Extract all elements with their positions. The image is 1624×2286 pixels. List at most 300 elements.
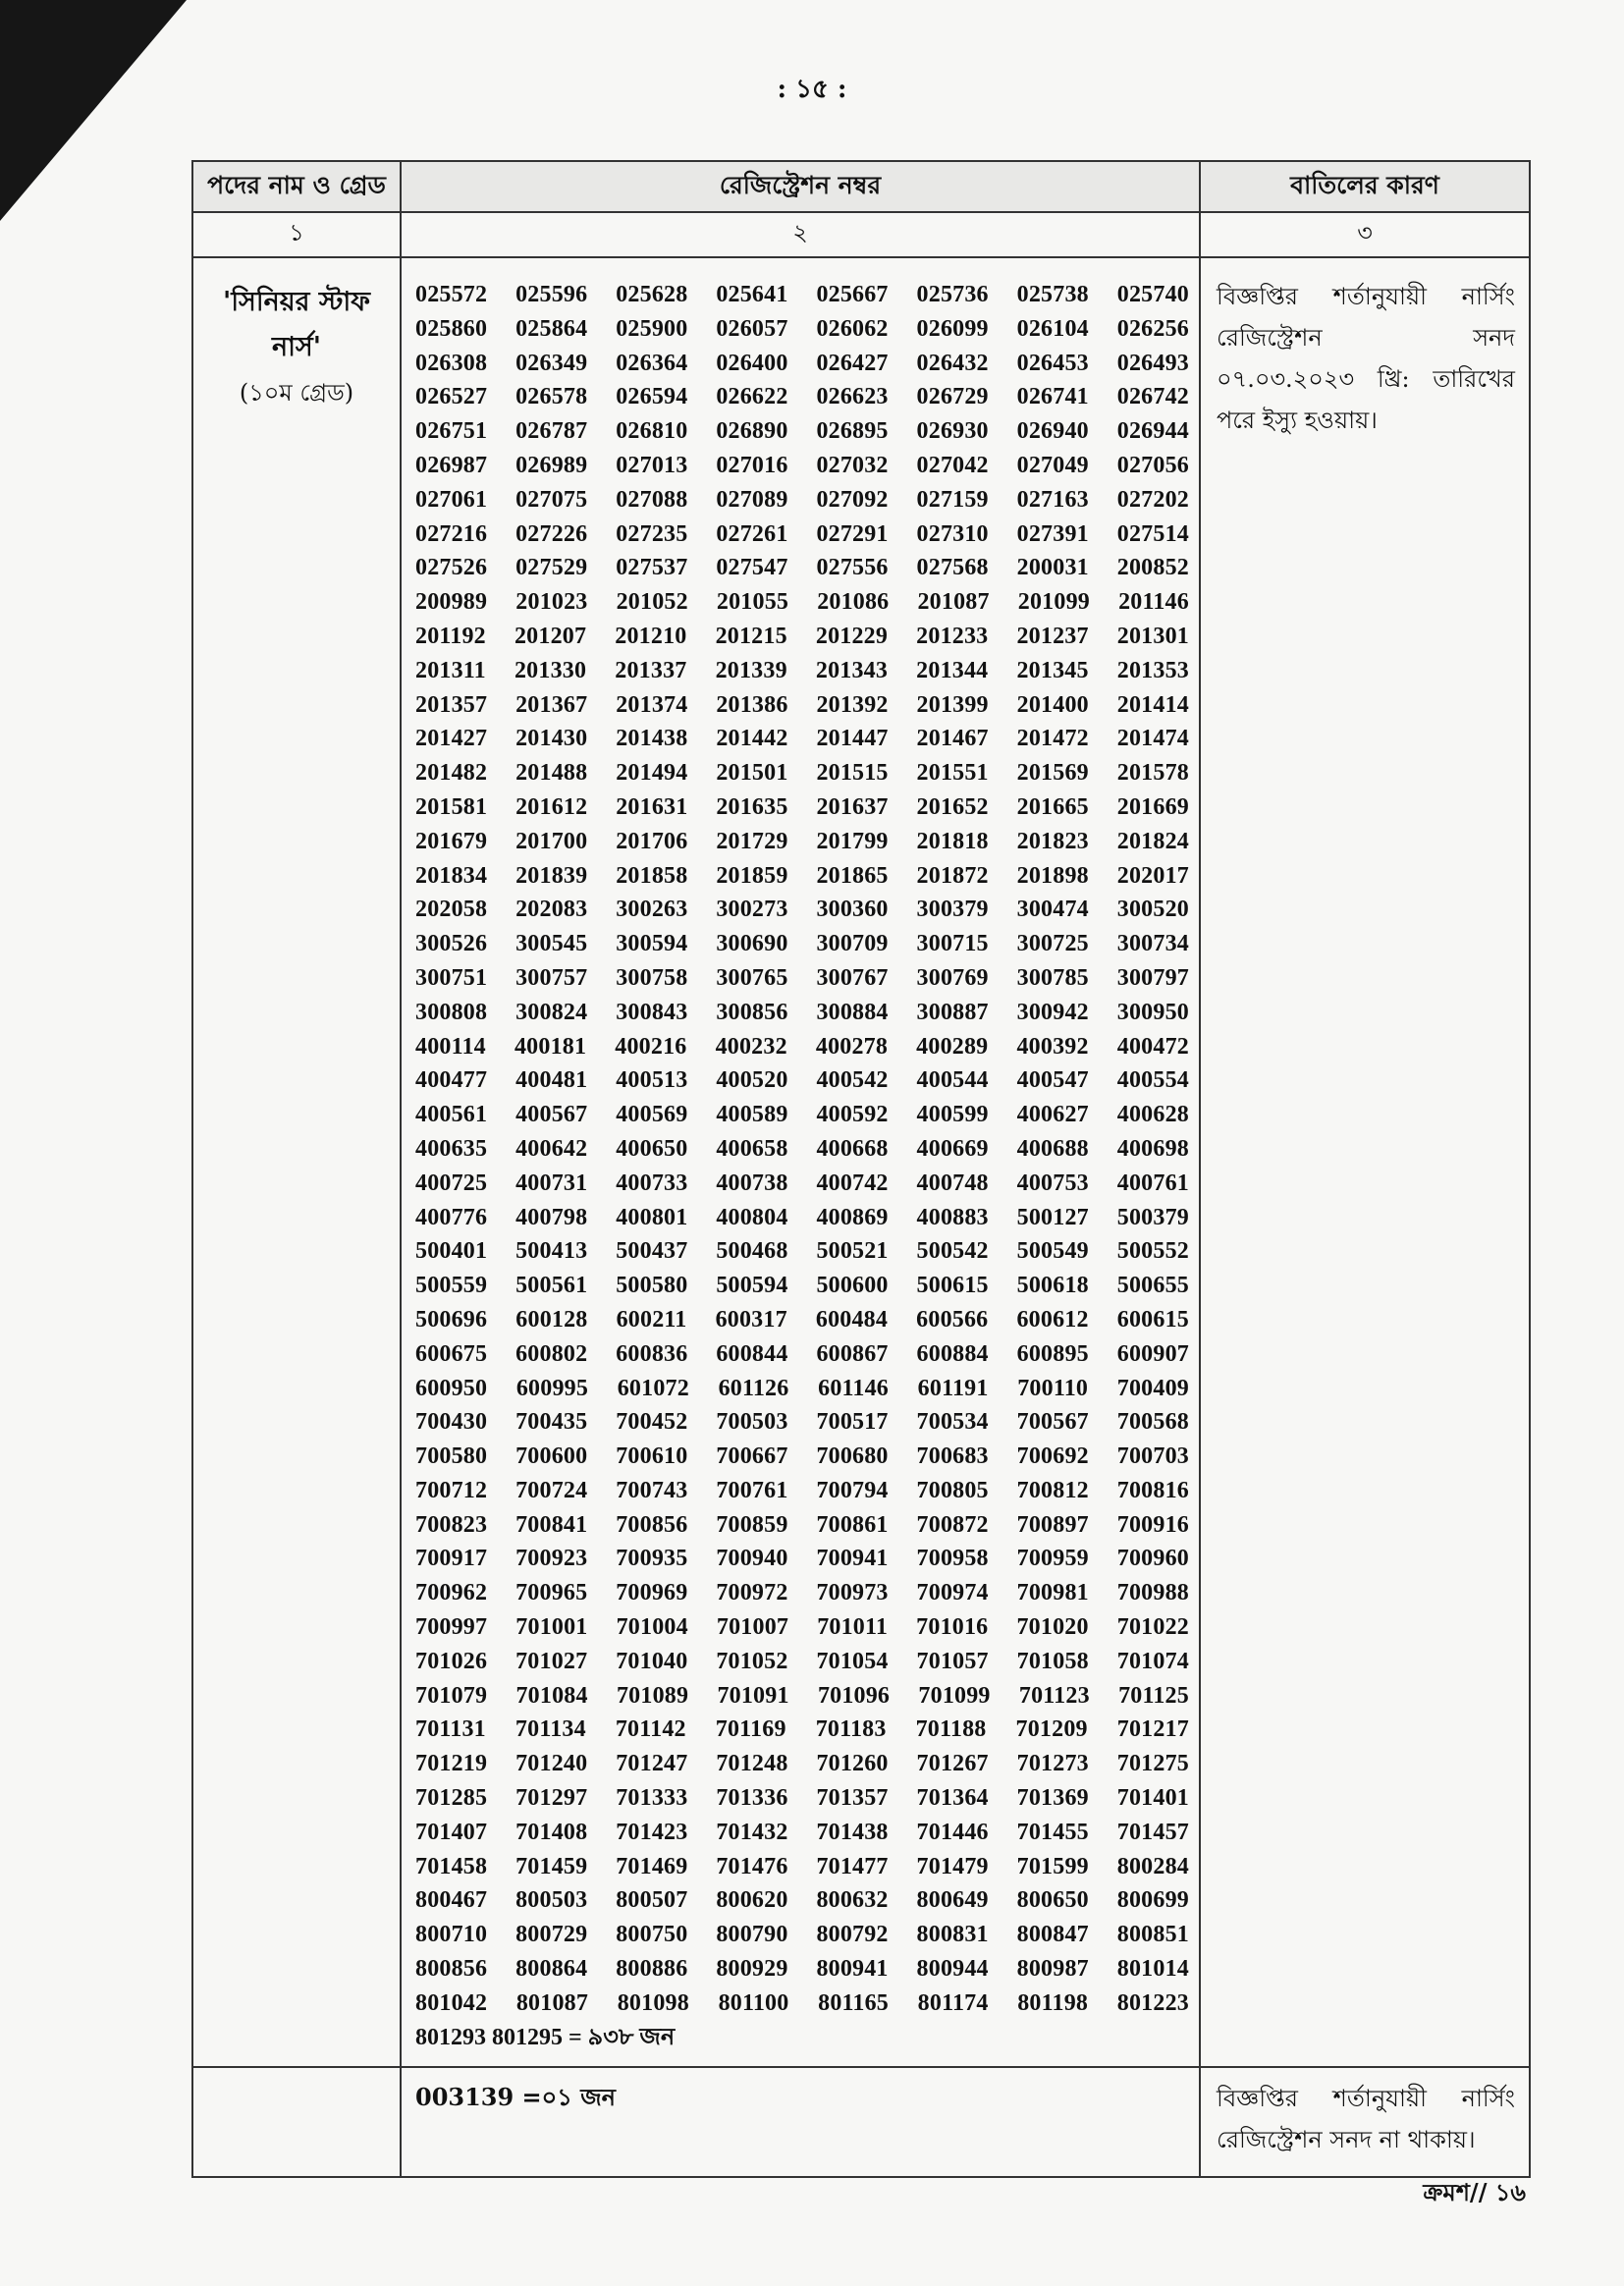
registration-number: 400589 bbox=[716, 1102, 788, 1128]
registration-row bbox=[415, 1234, 1189, 1269]
registration-number: 701357 bbox=[816, 1785, 889, 1812]
registration-number: 201467 bbox=[916, 726, 989, 752]
registration-number: 701423 bbox=[616, 1819, 688, 1845]
registration-number: 800851 bbox=[1116, 1922, 1189, 1948]
registration-number: 800929 bbox=[716, 1956, 788, 1983]
registration-row bbox=[415, 1269, 1189, 1303]
registration-number: 701058 bbox=[1016, 1648, 1089, 1674]
registration-number: 801165 bbox=[818, 1989, 890, 2016]
registration-number: 201612 bbox=[515, 793, 588, 820]
registration-number: 201146 bbox=[1118, 589, 1189, 616]
registration-number: 300808 bbox=[415, 999, 488, 1025]
registration-number: 701432 bbox=[716, 1819, 788, 1845]
registration-number: 400753 bbox=[1016, 1170, 1089, 1196]
column-index-1: ১ bbox=[192, 212, 401, 257]
registration-number: 027016 bbox=[716, 452, 788, 478]
registration-number: 300734 bbox=[1116, 931, 1189, 957]
registration-number: 201386 bbox=[716, 691, 788, 718]
registration-number: 300379 bbox=[916, 897, 989, 923]
registration-row bbox=[415, 1167, 1189, 1201]
registration-number: 300942 bbox=[1016, 999, 1089, 1025]
registration-number: 701016 bbox=[916, 1614, 989, 1641]
registration-number: 201233 bbox=[916, 623, 989, 649]
registration-number: 201488 bbox=[515, 760, 588, 787]
registration-number: 700959 bbox=[1016, 1546, 1089, 1572]
registration-number: 701247 bbox=[616, 1751, 688, 1777]
registration-row bbox=[415, 1542, 1189, 1576]
registration-number: 202058 bbox=[415, 897, 488, 923]
registration-number: 701142 bbox=[615, 1716, 686, 1743]
registration-number: 701285 bbox=[415, 1785, 488, 1812]
registration-number: 400738 bbox=[716, 1170, 788, 1196]
registration-number: 400114 bbox=[415, 1033, 486, 1060]
registration-number: 701333 bbox=[616, 1785, 688, 1812]
registration-number: 201578 bbox=[1116, 760, 1189, 787]
registration-number: 025738 bbox=[1016, 282, 1089, 307]
registration-number: 700110 bbox=[1017, 1375, 1089, 1401]
registration-number: 026427 bbox=[816, 350, 889, 376]
registration-row bbox=[415, 1952, 1189, 1987]
registration-number: 601072 bbox=[617, 1375, 689, 1401]
registration-number: 400513 bbox=[616, 1067, 688, 1094]
registration-number: 701446 bbox=[916, 1819, 989, 1845]
registration-number: 701369 bbox=[1016, 1785, 1089, 1812]
registration-number: 700972 bbox=[716, 1580, 788, 1606]
registration-number: 201055 bbox=[716, 589, 789, 616]
registration-number: 701458 bbox=[415, 1853, 488, 1879]
registration-number: 700703 bbox=[1116, 1443, 1189, 1470]
registration-number: 201474 bbox=[1116, 726, 1189, 752]
registration-number: 600675 bbox=[415, 1340, 488, 1367]
registration-number: 701364 bbox=[916, 1785, 989, 1812]
registration-number: 201087 bbox=[917, 589, 990, 616]
registration-number: 201099 bbox=[1017, 589, 1090, 616]
registration-number: 800941 bbox=[816, 1956, 889, 1983]
table-index-row bbox=[192, 212, 1530, 257]
registration-number: 400181 bbox=[514, 1033, 587, 1060]
registration-number: 201494 bbox=[616, 760, 688, 787]
registration-number: 400592 bbox=[816, 1102, 889, 1128]
registration-total: 801293 801295 = ৯৩৮ জন bbox=[415, 2024, 676, 2050]
registration-numbers-cell bbox=[401, 257, 1200, 2067]
registration-number: 700667 bbox=[716, 1443, 788, 1470]
registration-row bbox=[415, 790, 1189, 825]
registration-number: 601191 bbox=[917, 1375, 989, 1401]
registration-number: 027202 bbox=[1116, 486, 1189, 513]
registration-number: 600867 bbox=[816, 1340, 889, 1367]
registration-row bbox=[415, 1645, 1189, 1679]
registration-number: 700712 bbox=[415, 1477, 488, 1503]
registration-number: 400658 bbox=[716, 1135, 788, 1162]
registration-number: 700534 bbox=[916, 1409, 989, 1436]
registration-number: 300273 bbox=[716, 897, 788, 923]
registration-number: 400801 bbox=[616, 1204, 688, 1230]
registration-number: 026729 bbox=[916, 384, 989, 410]
registration-number: 701209 bbox=[1015, 1716, 1088, 1743]
registration-row bbox=[415, 722, 1189, 756]
registration-number: 801174 bbox=[917, 1989, 989, 2016]
registration-number: 026742 bbox=[1116, 384, 1189, 410]
registration-number: 701599 bbox=[1016, 1853, 1089, 1879]
registration-number: 800856 bbox=[415, 1956, 488, 1983]
registration-number: 300950 bbox=[1116, 999, 1189, 1025]
registration-number: 400869 bbox=[816, 1204, 889, 1230]
registration-row bbox=[415, 278, 1189, 312]
registration-number: 300725 bbox=[1016, 931, 1089, 957]
registration-number: 201482 bbox=[415, 760, 488, 787]
registration-number: 701408 bbox=[515, 1819, 588, 1845]
registration-number: 201430 bbox=[515, 726, 588, 752]
registration-row bbox=[415, 1679, 1189, 1714]
registration-number: 025572 bbox=[415, 282, 488, 307]
registration-number: 701125 bbox=[1118, 1682, 1189, 1709]
registration-number: 800792 bbox=[816, 1922, 889, 1948]
registration-number: 027556 bbox=[816, 555, 889, 581]
registration-number: 500618 bbox=[1016, 1273, 1089, 1299]
registration-number: 026104 bbox=[1016, 315, 1089, 342]
registration-number: 400547 bbox=[1016, 1067, 1089, 1094]
registration-number: 201472 bbox=[1016, 726, 1089, 752]
registration-number: 027291 bbox=[816, 520, 889, 547]
page-number: : ১৫ : bbox=[777, 75, 847, 104]
registration-number: 500401 bbox=[415, 1238, 488, 1265]
registration-number: 400289 bbox=[916, 1033, 989, 1060]
registration-row bbox=[415, 312, 1189, 347]
registration-number: 027013 bbox=[616, 452, 688, 478]
registration-number: 027514 bbox=[1116, 520, 1189, 547]
registration-number: 600844 bbox=[716, 1340, 788, 1367]
registration-number: 701169 bbox=[715, 1716, 786, 1743]
registration-number: 026400 bbox=[716, 350, 788, 376]
registration-number: 027049 bbox=[1016, 452, 1089, 478]
registration-number: 700859 bbox=[716, 1511, 788, 1538]
registration-number: 201344 bbox=[916, 657, 989, 683]
registration-number: 400481 bbox=[515, 1067, 588, 1094]
registration-row bbox=[415, 1372, 1189, 1406]
registration-number: 026810 bbox=[616, 418, 688, 445]
registration-number: 025628 bbox=[616, 282, 688, 307]
registration-number: 201357 bbox=[415, 691, 488, 718]
registration-number: 027088 bbox=[616, 486, 688, 513]
registration-number: 701275 bbox=[1116, 1751, 1189, 1777]
registration-number: 800864 bbox=[515, 1956, 588, 1983]
registration-number: 500549 bbox=[1016, 1238, 1089, 1265]
registration-number: 026895 bbox=[816, 418, 889, 445]
registration-number: 400542 bbox=[816, 1067, 889, 1094]
registration-number: 201818 bbox=[916, 828, 989, 854]
registration-number: 400392 bbox=[1016, 1033, 1089, 1060]
registration-number: 027159 bbox=[916, 486, 989, 513]
registration-number: 700683 bbox=[916, 1443, 989, 1470]
registration-number: 500552 bbox=[1116, 1238, 1189, 1265]
registration-number: 701260 bbox=[816, 1751, 889, 1777]
registration-number: 500379 bbox=[1116, 1204, 1189, 1230]
header-registration-number: রেজিস্ট্রেশন নম্বর bbox=[401, 161, 1200, 212]
registration-number: 026623 bbox=[816, 384, 889, 410]
registration-row bbox=[415, 1816, 1189, 1850]
registration-row bbox=[415, 1132, 1189, 1167]
registration-row bbox=[415, 449, 1189, 483]
registration-number: 700962 bbox=[415, 1580, 488, 1606]
registration-number: 801042 bbox=[415, 1989, 488, 2016]
rejection-reason-2: বিজ্ঞপ্তির শর্তানুযায়ী নার্সিং রেজিস্ট্রেশন সনদ না থাকায়। bbox=[1200, 2067, 1530, 2177]
registration-number: 026099 bbox=[916, 315, 989, 342]
registration-number: 701438 bbox=[816, 1819, 889, 1845]
registration-number: 025900 bbox=[616, 315, 688, 342]
registration-number: 201414 bbox=[1116, 691, 1189, 718]
registration-number: 800729 bbox=[515, 1922, 588, 1948]
registration-number: 400628 bbox=[1116, 1102, 1189, 1128]
registration-number: 701479 bbox=[916, 1853, 989, 1879]
registration-number: 800831 bbox=[916, 1922, 989, 1948]
registration-number: 701011 bbox=[817, 1614, 889, 1641]
registration-row bbox=[415, 551, 1189, 585]
registration-number: 800284 bbox=[1116, 1853, 1189, 1879]
registration-number: 400761 bbox=[1116, 1170, 1189, 1196]
registration-number: 400668 bbox=[816, 1135, 889, 1162]
registration-number: 026622 bbox=[716, 384, 788, 410]
registration-row bbox=[415, 688, 1189, 723]
registration-number: 701459 bbox=[515, 1853, 588, 1879]
registration-number: 201023 bbox=[515, 589, 588, 616]
registration-number: 700958 bbox=[916, 1546, 989, 1572]
registration-number: 201207 bbox=[514, 623, 587, 649]
registration-number: 701469 bbox=[616, 1853, 688, 1879]
registration-number: 300520 bbox=[1116, 897, 1189, 923]
registration-number: 026493 bbox=[1116, 350, 1189, 376]
registration-number: 201515 bbox=[816, 760, 889, 787]
registration-number: 400776 bbox=[415, 1204, 488, 1230]
registration-number: 600317 bbox=[715, 1306, 787, 1333]
registration-number: 300769 bbox=[916, 964, 989, 991]
registration-number: 027089 bbox=[716, 486, 788, 513]
registration-number: 701074 bbox=[1116, 1648, 1189, 1674]
registration-row bbox=[415, 893, 1189, 927]
registration-number: 201215 bbox=[715, 623, 787, 649]
registration-number: 701240 bbox=[515, 1751, 588, 1777]
registration-number: 201427 bbox=[415, 726, 488, 752]
registration-number: 500615 bbox=[916, 1273, 989, 1299]
registration-number: 400569 bbox=[616, 1102, 688, 1128]
registration-number: 400733 bbox=[616, 1170, 688, 1196]
registration-number: 800750 bbox=[616, 1922, 688, 1948]
registration-number: 701091 bbox=[717, 1682, 789, 1709]
registration-number: 300884 bbox=[816, 999, 889, 1025]
registration-number: 201086 bbox=[817, 589, 890, 616]
registration-number: 701183 bbox=[815, 1716, 887, 1743]
registration-number: 300843 bbox=[616, 999, 688, 1025]
registration-number: 201438 bbox=[616, 726, 688, 752]
registration-number: 026890 bbox=[716, 418, 788, 445]
registration-number: 026751 bbox=[415, 418, 488, 445]
registration-number: 600615 bbox=[1116, 1306, 1189, 1333]
registration-number: 201669 bbox=[1116, 793, 1189, 820]
registration-number: 701188 bbox=[915, 1716, 987, 1743]
registration-number: 400278 bbox=[815, 1033, 889, 1060]
registration-number: 700897 bbox=[1016, 1511, 1089, 1538]
registration-row bbox=[415, 1098, 1189, 1132]
registration-row bbox=[415, 1781, 1189, 1816]
column-index-3: ৩ bbox=[1200, 212, 1530, 257]
registration-number: 800620 bbox=[716, 1887, 788, 1914]
registration-number: 025596 bbox=[515, 282, 588, 307]
registration-row bbox=[415, 1337, 1189, 1372]
registration-number: 201337 bbox=[615, 657, 687, 683]
registration-number: 201865 bbox=[816, 862, 889, 889]
registration-number: 700981 bbox=[1016, 1580, 1089, 1606]
registration-number: 500561 bbox=[515, 1273, 588, 1299]
registration-number: 800649 bbox=[916, 1887, 989, 1914]
registration-number: 800632 bbox=[816, 1887, 889, 1914]
header-post-grade: পদের নাম ও গ্রেড bbox=[192, 161, 401, 212]
registration-number: 701401 bbox=[1116, 1785, 1189, 1812]
registration-number: 700923 bbox=[515, 1546, 588, 1572]
registration-number: 400742 bbox=[816, 1170, 889, 1196]
registration-number: 300758 bbox=[616, 964, 688, 991]
registration-number: 400627 bbox=[1016, 1102, 1089, 1128]
registration-row bbox=[415, 654, 1189, 688]
registration-number: 701020 bbox=[1016, 1614, 1089, 1641]
registration-number: 201729 bbox=[716, 828, 788, 854]
registration-row bbox=[415, 1747, 1189, 1781]
registration-number: 800503 bbox=[515, 1887, 588, 1914]
registration-number: 800790 bbox=[716, 1922, 788, 1948]
registration-number: 801100 bbox=[718, 1989, 789, 2016]
registration-number: 300545 bbox=[515, 931, 588, 957]
registration-number: 201052 bbox=[616, 589, 688, 616]
registration-number: 027092 bbox=[816, 486, 889, 513]
registration-number: 201551 bbox=[916, 760, 989, 787]
registration-number: 700568 bbox=[1116, 1409, 1189, 1436]
registration-number: 700761 bbox=[716, 1477, 788, 1503]
registration-number: 201637 bbox=[816, 793, 889, 820]
registration-number: 026594 bbox=[616, 384, 688, 410]
registration-number: 201447 bbox=[816, 726, 889, 752]
registration-number: 027310 bbox=[916, 520, 989, 547]
registration-number: 600484 bbox=[815, 1306, 889, 1333]
registration-number: 700600 bbox=[515, 1443, 588, 1470]
registration-number: 300474 bbox=[1016, 897, 1089, 923]
registration-number: 400725 bbox=[415, 1170, 488, 1196]
registration-number: 801014 bbox=[1116, 1956, 1189, 1983]
registration-row bbox=[415, 1576, 1189, 1610]
registration-number: 701297 bbox=[515, 1785, 588, 1812]
registration-number: 201392 bbox=[816, 691, 889, 718]
table-row bbox=[192, 257, 1530, 2067]
registration-number: 701273 bbox=[1016, 1751, 1089, 1777]
registration-number: 201210 bbox=[615, 623, 687, 649]
registration-number: 201839 bbox=[515, 862, 588, 889]
post-title-line1: 'সিনিয়র স্টাফ bbox=[223, 287, 370, 317]
registration-number: 027568 bbox=[916, 555, 989, 581]
registration-number: 701476 bbox=[716, 1853, 788, 1879]
registration-number: 400477 bbox=[415, 1067, 488, 1094]
registration-row bbox=[415, 1918, 1189, 1952]
registration-number: 201345 bbox=[1016, 657, 1089, 683]
registration-number: 701057 bbox=[916, 1648, 989, 1674]
registration-number: 700680 bbox=[816, 1443, 889, 1470]
registration-number: 500521 bbox=[816, 1238, 889, 1265]
registration-number: 026256 bbox=[1116, 315, 1189, 342]
registration-number: 700841 bbox=[515, 1511, 588, 1538]
registration-number: 700917 bbox=[415, 1546, 488, 1572]
registration-number: 300594 bbox=[616, 931, 688, 957]
registration-number: 701027 bbox=[515, 1648, 588, 1674]
registration-row bbox=[415, 1508, 1189, 1543]
registration-number: 701407 bbox=[415, 1819, 488, 1845]
registration-number: 201898 bbox=[1016, 862, 1089, 889]
registration-number: 026432 bbox=[916, 350, 989, 376]
registration-number: 201367 bbox=[515, 691, 588, 718]
registration-row bbox=[415, 1987, 1189, 2021]
rejection-table bbox=[191, 160, 1531, 2178]
registration-number: 701123 bbox=[1018, 1682, 1090, 1709]
registration-row bbox=[415, 414, 1189, 449]
registration-number: 201858 bbox=[616, 862, 688, 889]
registration-number: 026578 bbox=[515, 384, 588, 410]
registration-row bbox=[415, 1030, 1189, 1064]
registration-number: 201301 bbox=[1116, 623, 1189, 649]
registration-number: 400748 bbox=[916, 1170, 989, 1196]
registration-number: 800650 bbox=[1016, 1887, 1089, 1914]
registration-number: 400567 bbox=[515, 1102, 588, 1128]
registration-number: 700435 bbox=[515, 1409, 588, 1436]
registration-number: 800467 bbox=[415, 1887, 488, 1914]
registration-row bbox=[415, 996, 1189, 1030]
registration-number: 700935 bbox=[616, 1546, 688, 1572]
registration-number: 700969 bbox=[616, 1580, 688, 1606]
registration-number: 701096 bbox=[817, 1682, 891, 1709]
registration-number: 800507 bbox=[616, 1887, 688, 1914]
registration-row bbox=[415, 517, 1189, 552]
registration-number: 600950 bbox=[415, 1375, 488, 1401]
registration-number: 300263 bbox=[616, 897, 688, 923]
registration-number: 800944 bbox=[916, 1956, 989, 1983]
registration-number: 700823 bbox=[415, 1511, 488, 1538]
registration-number: 700816 bbox=[1116, 1477, 1189, 1503]
table-row bbox=[192, 2067, 1530, 2177]
registration-number: 026349 bbox=[515, 350, 588, 376]
registration-number-single: 003139 =০১ জন bbox=[401, 2067, 1200, 2177]
registration-number: 300360 bbox=[816, 897, 889, 923]
registration-number: 026989 bbox=[515, 452, 588, 478]
registration-number: 201400 bbox=[1016, 691, 1089, 718]
registration-number: 400642 bbox=[515, 1135, 588, 1162]
registration-number: 026364 bbox=[616, 350, 688, 376]
registration-number: 025864 bbox=[515, 315, 588, 342]
registration-number: 201631 bbox=[616, 793, 688, 820]
registration-number: 700610 bbox=[616, 1443, 688, 1470]
registration-number: 800886 bbox=[616, 1956, 688, 1983]
registration-number: 300765 bbox=[716, 964, 788, 991]
post-title-line2: নার্স' bbox=[271, 332, 322, 362]
registration-number: 201374 bbox=[616, 691, 688, 718]
registration-number: 701004 bbox=[616, 1614, 688, 1641]
registration-number: 201700 bbox=[515, 828, 588, 854]
registration-number: 400544 bbox=[916, 1067, 989, 1094]
registration-number: 801198 bbox=[1017, 1989, 1089, 2016]
registration-number: 400688 bbox=[1016, 1135, 1089, 1162]
registration-number: 026930 bbox=[916, 418, 989, 445]
registration-number: 201872 bbox=[916, 862, 989, 889]
registration-number: 500600 bbox=[816, 1273, 889, 1299]
registration-number: 800699 bbox=[1116, 1887, 1189, 1914]
registration-number: 701026 bbox=[415, 1648, 488, 1674]
registration-number-list bbox=[415, 278, 1189, 2021]
registration-number: 201679 bbox=[415, 828, 488, 854]
registration-number: 400798 bbox=[515, 1204, 588, 1230]
registration-number: 026057 bbox=[716, 315, 788, 342]
